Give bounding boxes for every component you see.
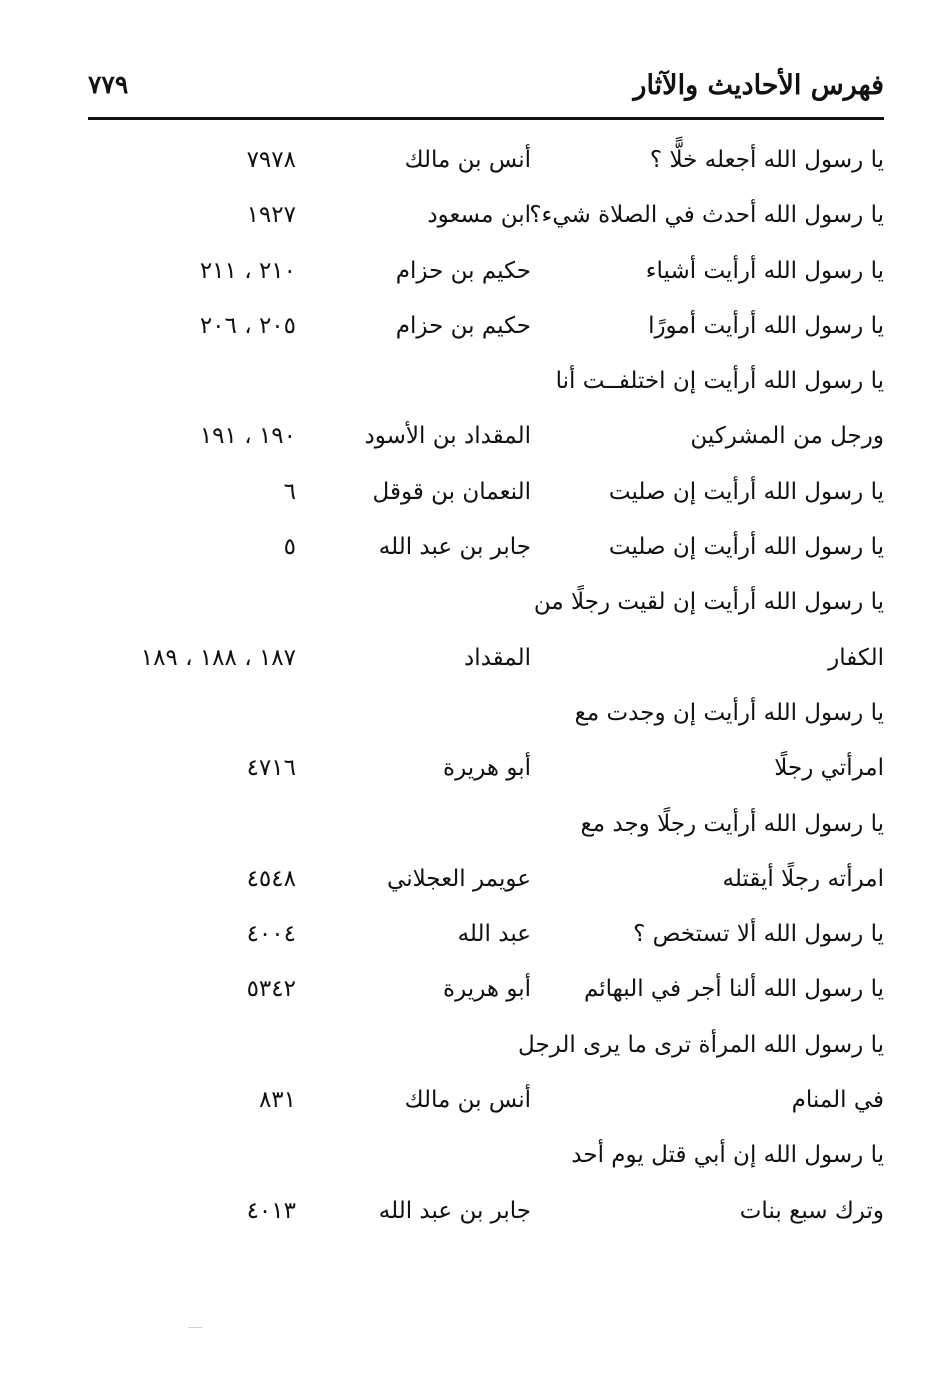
narrator: جابر بن عبد الله: [378, 1197, 531, 1224]
hadith-text: يا رسول الله أجعله خلًّا ؟: [649, 147, 884, 173]
index-row: [88, 578, 884, 633]
narrator: جابر بن عبد الله: [378, 534, 531, 561]
reference-number: ٤٥٤٨: [246, 865, 296, 892]
reference-number: ٤٧١٦: [246, 755, 296, 782]
narrator: أبو هريرة: [443, 755, 531, 782]
hadith-text: يا رسول الله أرأيت إن صليت: [608, 534, 884, 561]
hadith-text: يا رسول الله إن أبي قتل يوم أحد: [571, 1142, 884, 1169]
page-header: [88, 62, 884, 114]
index-row: [88, 965, 884, 1020]
reference-number: ٤٠٠٤: [246, 921, 296, 948]
index-row: [88, 357, 884, 412]
hadith-text: يا رسول الله المرأة ترى ما يرى الرجل: [518, 1031, 884, 1058]
reference-number: ٢٠٥ ، ٢٠٦: [199, 312, 296, 339]
narrator: المقداد بن الأسود: [364, 423, 531, 450]
hadith-text: في المنام: [791, 1087, 884, 1114]
index-row: [88, 744, 884, 799]
hadith-text: يا رسول الله أرأيت إن صليت: [608, 478, 884, 505]
reference-number: ١٩٢٧: [246, 202, 296, 229]
reference-number: ٦: [283, 478, 296, 505]
narrator: حكيم بن حزام: [395, 257, 531, 284]
hadith-text: يا رسول الله ألنا أجر في البهائم: [583, 976, 884, 1003]
narrator: عبد الله: [457, 921, 531, 948]
narrator: عويمر العجلاني: [387, 865, 531, 892]
reference-number: ٥٣٤٢: [246, 976, 296, 1003]
narrator: أنس بن مالك: [404, 147, 531, 173]
narrator: ابن مسعود: [427, 202, 531, 229]
narrator: أنس بن مالك: [404, 1087, 531, 1114]
index-row: [88, 1076, 884, 1131]
hadith-text: امرأتي رجلًا: [774, 755, 884, 782]
hadith-text: ورجل من المشركين: [690, 423, 884, 450]
hadith-text: يا رسول الله أرأيت إن وجدت مع: [574, 699, 884, 726]
index-row: [88, 800, 884, 855]
index-row: [88, 412, 884, 467]
hadith-index-list: [88, 136, 884, 1242]
reference-number: ٢١٠ ، ٢١١: [199, 257, 296, 284]
narrator: النعمان بن قوقل: [372, 478, 531, 505]
index-row: [88, 1021, 884, 1076]
reference-number: ١٩٠ ، ١٩١: [199, 423, 296, 450]
hadith-text: يا رسول الله أرأيت أمورًا: [648, 312, 884, 339]
hadith-text: يا رسول الله أرأيت إن اختلفــت أنا: [555, 368, 884, 395]
narrator: المقداد: [463, 644, 531, 671]
index-row: [88, 1131, 884, 1186]
hadith-text: يا رسول الله أرأيت رجلًا وجد مع: [580, 810, 884, 837]
reference-number: ٧٩٧٨: [246, 147, 296, 173]
index-row: [88, 468, 884, 523]
reference-number: ١٨٧ ، ١٨٨ ، ١٨٩: [140, 644, 296, 671]
hadith-text: يا رسول الله أرأيت أشياء: [645, 257, 884, 284]
index-row: [88, 523, 884, 578]
index-row: [88, 302, 884, 357]
hadith-text: الكفار: [828, 644, 884, 671]
hadith-text: وترك سبع بنات: [739, 1197, 884, 1224]
index-row: [88, 634, 884, 689]
index-row: [88, 136, 884, 191]
hadith-text: يا رسول الله أحدث في الصلاة شيء؟: [529, 202, 884, 229]
hadith-text: يا رسول الله أرأيت إن لقيت رجلًا من: [533, 589, 884, 616]
header-rule: [88, 117, 884, 120]
index-row: [88, 855, 884, 910]
page-title: فهرس الأحاديث والآثار: [633, 70, 884, 101]
page-number: ٧٧٩: [88, 70, 129, 99]
footer-mark: [188, 1327, 202, 1328]
narrator: أبو هريرة: [443, 976, 531, 1003]
narrator: حكيم بن حزام: [395, 312, 531, 339]
index-row: [88, 1187, 884, 1242]
index-row: [88, 910, 884, 965]
reference-number: ٥: [283, 534, 296, 561]
reference-number: ٨٣١: [258, 1087, 296, 1114]
hadith-text: يا رسول الله ألا تستخص ؟: [633, 921, 884, 948]
index-row: [88, 191, 884, 246]
hadith-text: امرأته رجلًا أيقتله: [722, 865, 884, 892]
index-row: [88, 689, 884, 744]
index-row: [88, 247, 884, 302]
reference-number: ٤٠١٣: [246, 1197, 296, 1224]
